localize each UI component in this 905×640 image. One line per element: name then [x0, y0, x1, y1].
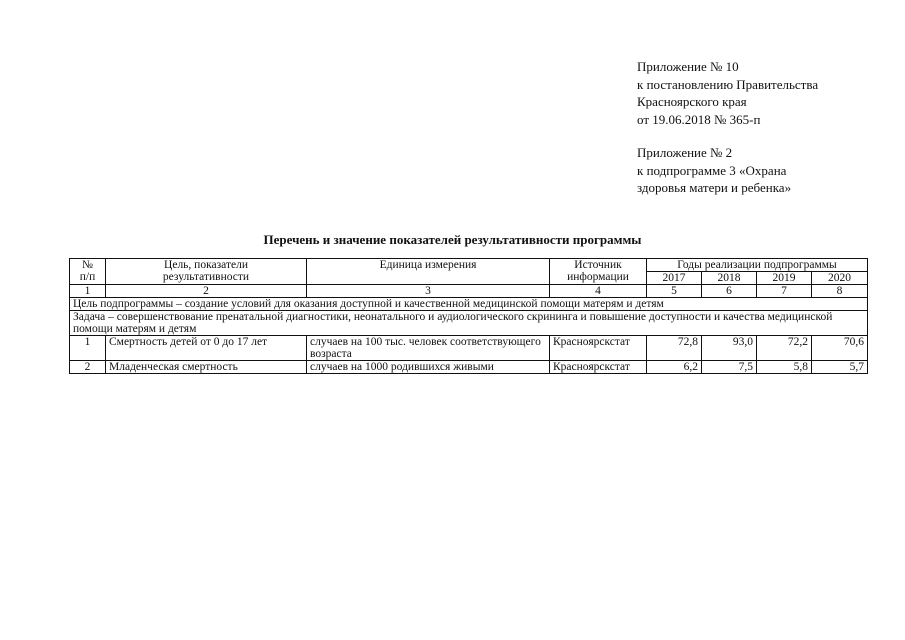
header-year: 2017 — [647, 272, 702, 285]
row-num: 1 — [70, 336, 106, 361]
header-num: № п/п — [70, 259, 106, 285]
row-unit: случаев на 1000 родившихся живыми — [307, 361, 550, 374]
appendix-1-line: Приложение № 10 — [637, 59, 739, 74]
row-source: Красноярскстат — [550, 361, 647, 374]
row-value: 5,7 — [812, 361, 868, 374]
row-value: 70,6 — [812, 336, 868, 361]
row-source: Красноярскстат — [550, 336, 647, 361]
column-number: 6 — [702, 285, 757, 298]
row-value: 6,2 — [647, 361, 702, 374]
header-goal: Цель, показатели результативности — [106, 259, 307, 285]
appendix-2-line: здоровья матери и ребенка» — [637, 180, 792, 195]
document-title: Перечень и значение показателей результативности программы — [263, 232, 642, 247]
goal-text: Цель подпрограммы – создание условий для оказания доступной и качественной медицинской помощи матерям и детям — [70, 298, 868, 311]
row-value: 72,2 — [757, 336, 812, 361]
header-source: Источник информации — [550, 259, 647, 285]
appendix-1-line: Красноярского края — [637, 94, 747, 109]
table-row — [70, 336, 868, 361]
task-text: Задача – совершенствование пренатальной диагностики, неонатального и аудиологического скрининга и повышение доступности и качества медицинской помощи матерям и детям — [70, 311, 868, 336]
appendix-1-block — [637, 58, 818, 128]
header-years-group: Годы реализации подпрограммы — [647, 259, 868, 272]
header-year: 2019 — [757, 272, 812, 285]
column-number: 8 — [812, 285, 868, 298]
appendix-1-line: от 19.06.2018 № 365-п — [637, 111, 761, 127]
appendix-1-line: к постановлению Правительства — [637, 76, 819, 92]
column-number-row — [70, 285, 868, 298]
appendix-2-block — [637, 144, 791, 197]
row-indicator: Смертность детей от 0 до 17 лет — [106, 336, 307, 361]
row-value: 72,8 — [647, 336, 702, 361]
header-unit: Единица измерения — [307, 259, 550, 285]
row-value: 93,0 — [702, 336, 757, 361]
appendix-2-line: к подпрограмме 3 «Охрана — [637, 162, 787, 178]
column-number: 2 — [106, 285, 307, 298]
table-row — [70, 361, 868, 374]
column-number: 3 — [307, 285, 550, 298]
row-unit: случаев на 100 тыс. человек соответствующего возраста — [307, 336, 550, 361]
row-indicator: Младенческая смертность — [106, 361, 307, 374]
row-value: 5,8 — [757, 361, 812, 374]
row-value: 7,5 — [702, 361, 757, 374]
indicators-table — [69, 258, 868, 374]
appendix-2-line: Приложение № 2 — [637, 145, 733, 160]
task-row — [70, 311, 868, 336]
goal-row — [70, 298, 868, 311]
row-num: 2 — [70, 361, 106, 374]
column-number: 1 — [70, 285, 106, 298]
column-number: 5 — [647, 285, 702, 298]
header-year: 2018 — [702, 272, 757, 285]
header-year: 2020 — [812, 272, 868, 285]
column-number: 4 — [550, 285, 647, 298]
column-number: 7 — [757, 285, 812, 298]
